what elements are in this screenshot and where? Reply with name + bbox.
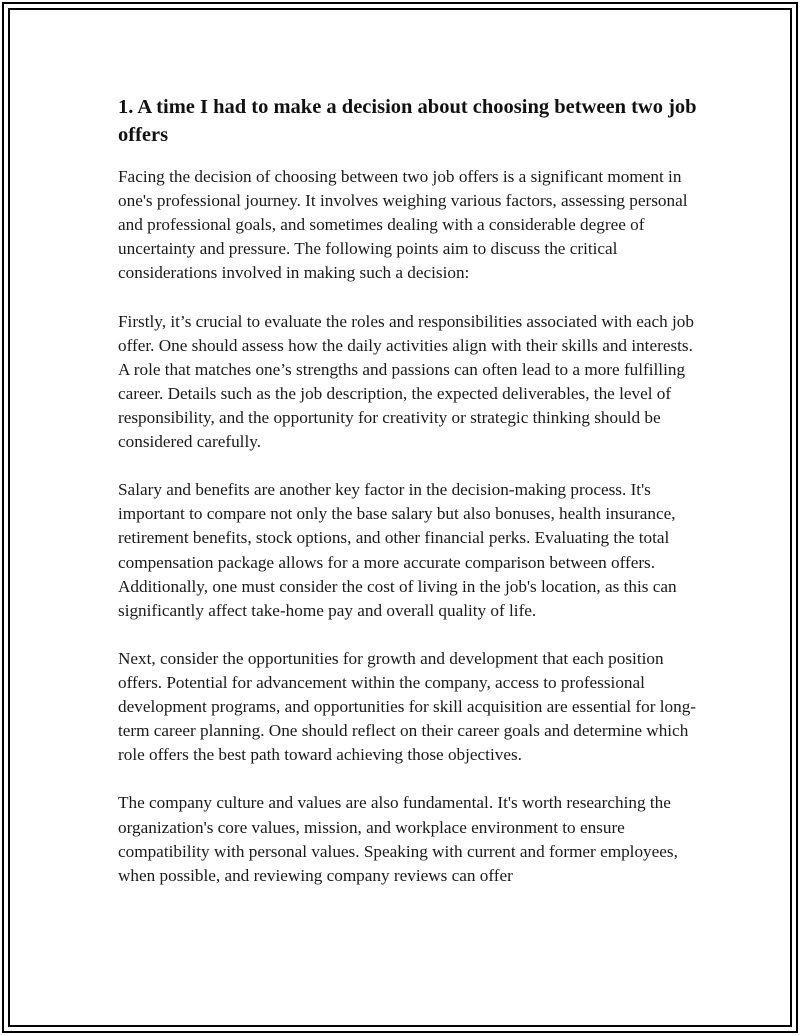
document-body: [118, 93, 698, 912]
paragraph-roles: Firstly, it’s crucial to evaluate the roles and responsibilities associated with each job offer. One should assess how the daily activities align with their skills and interests. A role that matches one’s strengths and passions can often lead to a more fulfilling career. Details such as the job description, the expected deliverables, the level of responsibility, and the opportunity for creativity or strategic thinking should be considered carefully.: [118, 311, 694, 452]
paragraph-salary: Salary and benefits are another key factor in the decision-making process. It's important to compare not only the base salary but also bonuses, health insurance, retirement benefits, stock options, and other financial perks. Evaluating the total compensation package allows for a more accurate comparison between offers. Additionally, one must consider the cost of living in the job's location, as this can significantly affect take-home pay and overall quality of life.: [118, 480, 677, 620]
document-title: 1. A time I had to make a decision about choosing between two job offers: [118, 96, 697, 146]
paragraph-intro: Facing the decision of choosing between two job offers is a significant moment in one's professional journey. It involves weighing various factors, assessing personal and professional goals, and sometimes dealing with a considerable degree of uncertainty and pressure. The following points aim to discuss the critical considerations involved in making such a decision:: [118, 167, 688, 283]
paragraph-culture: The company culture and values are also fundamental. It's worth researching the organization's core values, mission, and workplace environment to ensure compatibility with personal values. Speaking with current and former employees, when possible, and reviewing company reviews can offer: [118, 793, 678, 885]
paragraph-growth: Next, consider the opportunities for growth and development that each position offers. Potential for advancement within the company, access to professional development programs, and opportunities for skill acquisition are essential for long-term career planning. One should reflect on their career goals and determine which role offers the best path toward achieving those objectives.: [118, 648, 697, 765]
